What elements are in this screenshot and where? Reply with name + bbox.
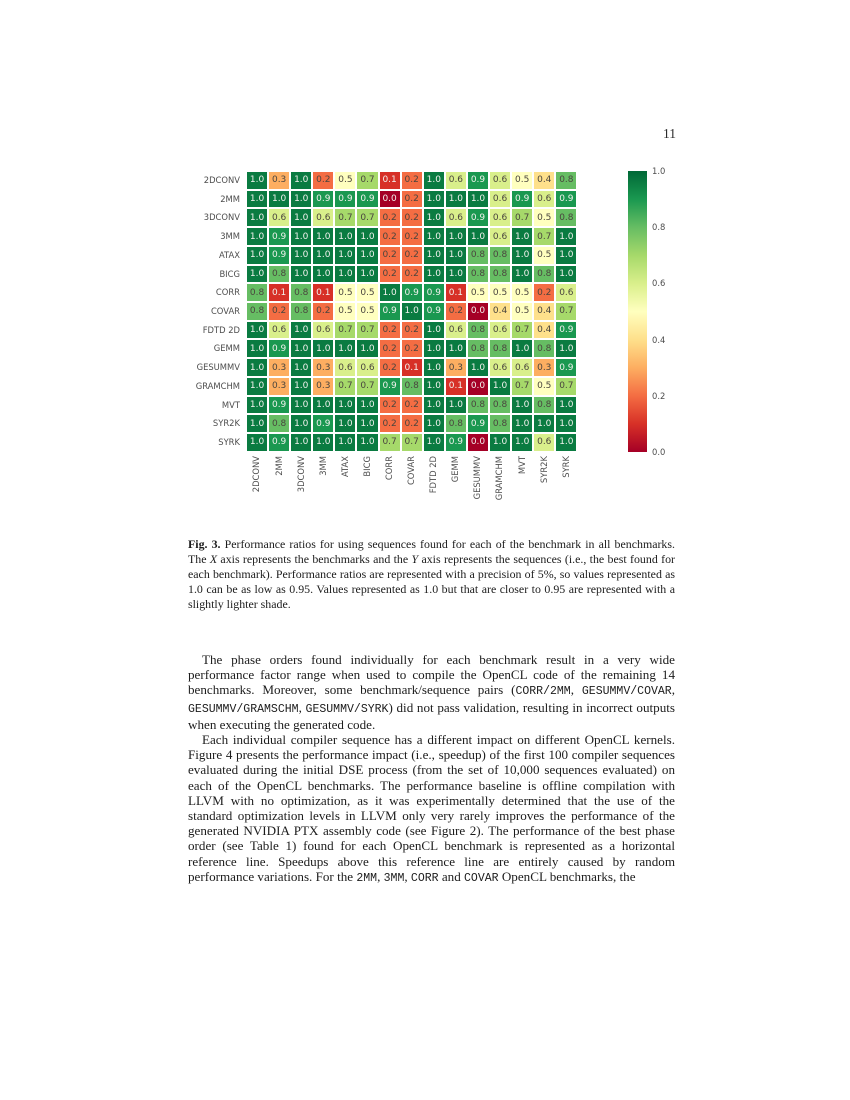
heatmap-cell: 1.0 [356,339,378,358]
y-axis-label: MVT [221,399,240,410]
heatmap-cell: 0.1 [379,171,401,190]
heatmap-cell: 1.0 [334,396,356,415]
heatmap-cell: 0.6 [334,358,356,377]
heatmap-cell: 1.0 [290,396,312,415]
y-axis-label: CORR [215,287,240,298]
heatmap-cell: 0.1 [268,283,290,302]
heatmap-cell: 0.8 [555,171,577,190]
heatmap-cell: 1.0 [246,396,268,415]
y-axis-label: BICG [219,268,240,279]
heatmap-cell: 0.9 [555,190,577,209]
heatmap-cell: 1.0 [489,377,511,396]
x-axis-label: CORR [383,456,394,481]
heatmap-cell: 1.0 [467,190,489,209]
heatmap-cell: 1.0 [423,265,445,284]
heatmap-cell: 1.0 [467,227,489,246]
heatmap-cell: 0.9 [467,208,489,227]
heatmap-cell: 1.0 [290,246,312,265]
heatmap-cell: 1.0 [246,321,268,340]
x-axis-label: FDTD 2D [428,456,439,494]
heatmap-cell: 0.6 [489,208,511,227]
heatmap-cell: 0.3 [445,358,467,377]
heatmap-cell: 0.6 [511,358,533,377]
heatmap-cell: 1.0 [334,433,356,452]
heatmap-cell: 1.0 [511,433,533,452]
heatmap-cell: 1.0 [246,246,268,265]
heatmap-cell: 0.1 [445,283,467,302]
x-axis-label: 3MM [317,456,328,476]
heatmap-cell: 0.6 [445,321,467,340]
heatmap-cell: 1.0 [423,171,445,190]
heatmap-cell: 1.0 [246,171,268,190]
page-number: 11 [663,126,676,141]
heatmap-row [188,321,577,340]
heatmap-cell: 1.0 [489,433,511,452]
paragraph-2: Each individual compiler sequence has a different impact on different OpenCL kernels. Figure 4 presents the performance impact (i.e., speedup) of the first 100 compiler sequences evaluated during the initial DSE process (from the set of 10,000 sequences evaluated) on each of the OpenCL benchmarks. The performance baseline is offline compilation with LLVM with no optimization, as it was experimentally determined that the use of the standard optimization levels in LLVM only very rarely improves the performance of the generated NVIDIA PTX assembly code (see Figure 2). The performance of the best phase order (see Table 1) found for each OpenCL benchmark is represented as a horizontal reference line. Speedups above this reference line are entirely caused by random performance variations. For the 2MM, 3MM, CORR and COVAR OpenCL benchmarks, the [188,732,675,885]
heatmap-row [188,414,577,433]
heatmap-cell: 1.0 [312,246,334,265]
heatmap-cell: 0.4 [533,171,555,190]
heatmap-cell: 0.6 [312,208,334,227]
heatmap-cell: 1.0 [334,339,356,358]
figure-caption: Fig. 3. Performance ratios for using sequences found for each of the benchmark in all benchmarks. The X axis represents the benchmarks and the Y axis represents the sequences (i.e., the best found for each benchmark). Performance ratios are represented with a precision of 5%, so values represented as 1.0 can be as low as 0.95. Values represented as 1.0 but that are closer to 0.95 are represented with a slightly lighter shade. [188,537,675,611]
heatmap-cell: 0.2 [401,208,423,227]
heatmap-cell: 0.8 [467,396,489,415]
heatmap-row [188,283,577,302]
x-axis-label: SYR2K [538,456,549,484]
heatmap-cell: 1.0 [312,339,334,358]
heatmap-cell: 0.7 [555,302,577,321]
heatmap-cell: 1.0 [290,433,312,452]
y-axis-label: 3MM [220,231,240,242]
heatmap-cell: 1.0 [423,358,445,377]
heatmap-cell: 1.0 [246,208,268,227]
heatmap-cell: 1.0 [290,358,312,377]
heatmap-cell: 0.7 [555,377,577,396]
heatmap-cell: 1.0 [379,283,401,302]
heatmap-cell: 0.3 [268,171,290,190]
heatmap-cell: 0.8 [445,414,467,433]
heatmap-cell: 0.2 [379,208,401,227]
heatmap-cell: 0.2 [379,227,401,246]
heatmap-cell: 0.6 [533,190,555,209]
heatmap-cell: 0.6 [489,321,511,340]
heatmap-x-axis [246,456,577,524]
heatmap-cell: 0.8 [489,396,511,415]
heatmap-cell: 0.9 [268,339,290,358]
heatmap-cell: 0.8 [290,283,312,302]
heatmap-cell: 1.0 [246,414,268,433]
y-axis-label: FDTD 2D [202,324,240,335]
heatmap-cell: 1.0 [555,227,577,246]
colorbar-tick-label: 0.0 [652,447,666,457]
heatmap-cell: 0.3 [312,358,334,377]
figure-3-heatmap [188,166,675,527]
heatmap-cell: 1.0 [511,265,533,284]
heatmap-cell: 0.7 [511,321,533,340]
colorbar-tick-label: 0.6 [652,278,666,289]
heatmap-cell: 1.0 [312,265,334,284]
heatmap-cell: 0.8 [489,414,511,433]
heatmap-cell: 1.0 [356,265,378,284]
heatmap-cell: 0.8 [467,265,489,284]
heatmap-cell: 0.7 [401,433,423,452]
heatmap-cell: 0.2 [268,302,290,321]
heatmap-cell: 0.9 [312,414,334,433]
heatmap-cell: 1.0 [511,339,533,358]
heatmap-cell: 0.9 [356,190,378,209]
heatmap-cell: 0.7 [511,377,533,396]
heatmap-cell: 0.7 [334,377,356,396]
heatmap-cell: 0.2 [379,339,401,358]
heatmap-cell: 0.3 [312,377,334,396]
heatmap-cell: 0.9 [268,227,290,246]
heatmap-cell: 1.0 [246,190,268,209]
heatmap-cell: 0.5 [533,246,555,265]
paragraph-1: The phase orders found individually for each benchmark result in a very wide performance factor range when used to compile the OpenCL code of the remaining 14 benchmarks. Moreover, some benchmark/sequence pairs (CORR/2MM, GESUMMV/COVAR, GESUMMV/GRAMSCHM, GESUMMV/SYRK) did not pass validation, resulting in incorrect outputs when executing the generated code. [188,652,675,732]
heatmap-cell: 0.8 [489,339,511,358]
heatmap-cell: 1.0 [246,339,268,358]
heatmap-cell: 1.0 [423,396,445,415]
heatmap-cell: 1.0 [423,321,445,340]
heatmap-cell: 1.0 [334,246,356,265]
x-axis-label: COVAR [406,456,417,486]
heatmap-cell: 1.0 [290,265,312,284]
x-axis-label: BICG [361,456,372,477]
heatmap-cell: 0.6 [445,171,467,190]
heatmap-cell: 0.9 [423,283,445,302]
heatmap-cell: 0.2 [401,339,423,358]
heatmap-cell: 0.7 [334,321,356,340]
heatmap-cell: 0.2 [379,321,401,340]
heatmap-cell: 1.0 [423,208,445,227]
x-axis-label: ATAX [339,456,350,478]
heatmap-cell: 1.0 [334,227,356,246]
heatmap-cell: 0.5 [489,283,511,302]
y-axis-label: 3DCONV [203,212,240,223]
heatmap-cell: 1.0 [246,377,268,396]
heatmap-cell: 0.9 [467,414,489,433]
heatmap-cell: 0.9 [334,190,356,209]
heatmap-cell: 0.8 [268,414,290,433]
heatmap-cell: 1.0 [290,190,312,209]
heatmap-cell: 1.0 [445,265,467,284]
colorbar-tick-label: 0.2 [652,390,666,401]
heatmap-cell: 0.2 [533,283,555,302]
heatmap-cell: 0.8 [246,302,268,321]
heatmap-cell: 1.0 [246,227,268,246]
heatmap-cell: 1.0 [423,339,445,358]
heatmap-row [188,227,577,246]
y-axis-label: GRAMCHM [195,380,240,391]
heatmap-cell: 1.0 [467,358,489,377]
heatmap-cell: 1.0 [356,227,378,246]
heatmap-cell: 1.0 [555,396,577,415]
heatmap-cell: 1.0 [246,433,268,452]
heatmap-cell: 0.9 [555,321,577,340]
heatmap-cell: 0.2 [312,302,334,321]
colorbar-tick-label: 0.4 [652,334,666,345]
heatmap-row [188,377,577,396]
heatmap-cell: 0.5 [356,302,378,321]
heatmap-cell: 0.5 [334,283,356,302]
heatmap-cell: 0.2 [401,321,423,340]
heatmap-cell: 1.0 [445,396,467,415]
heatmap-cell: 1.0 [356,396,378,415]
heatmap-row [188,265,577,284]
x-axis-label: GESUMMV [472,456,483,500]
x-axis-label: 3DCONV [295,456,306,493]
heatmap-cell: 0.8 [533,339,555,358]
heatmap-cell: 1.0 [356,246,378,265]
colorbar-tick-label: 0.8 [652,222,666,233]
heatmap-cell: 0.9 [312,190,334,209]
heatmap-row [188,190,577,209]
heatmap-cell: 1.0 [511,396,533,415]
heatmap-cell: 0.4 [489,302,511,321]
heatmap-cell: 1.0 [555,246,577,265]
heatmap-cell: 1.0 [290,227,312,246]
heatmap-cell: 0.9 [268,396,290,415]
x-axis-label: 2MM [273,456,284,476]
y-axis-label: SYR2K [212,418,240,429]
heatmap-row [188,171,577,190]
heatmap-cell: 0.8 [467,321,489,340]
heatmap-cell: 0.5 [334,302,356,321]
heatmap-cell: 0.2 [379,358,401,377]
heatmap-cell: 0.6 [445,208,467,227]
heatmap-cell: 1.0 [290,171,312,190]
x-axis-label: GRAMCHM [494,456,505,501]
heatmap-cell: 0.5 [533,377,555,396]
heatmap-cell: 0.9 [401,283,423,302]
heatmap-cell: 0.2 [401,414,423,433]
heatmap-cell: 1.0 [334,265,356,284]
y-axis-label: GEMM [213,343,240,354]
heatmap-cell: 0.8 [489,265,511,284]
heatmap-cell: 0.7 [356,321,378,340]
y-axis-label: 2DCONV [203,175,240,185]
heatmap-cell: 0.2 [379,396,401,415]
heatmap-cell: 1.0 [356,433,378,452]
heatmap-cell: 1.0 [511,414,533,433]
heatmap-cell: 0.5 [533,208,555,227]
heatmap-cell: 0.7 [334,208,356,227]
heatmap-cell: 1.0 [423,414,445,433]
heatmap-cell: 1.0 [423,377,445,396]
heatmap-cell: 0.8 [467,339,489,358]
heatmap-cell: 1.0 [401,302,423,321]
heatmap-cell: 0.6 [489,190,511,209]
heatmap-cell: 0.6 [312,321,334,340]
y-axis-label: GESUMMV [196,362,240,373]
heatmap-cell: 0.8 [467,246,489,265]
heatmap-cell: 1.0 [555,265,577,284]
heatmap-cell: 0.6 [533,433,555,452]
heatmap-cell: 0.0 [467,377,489,396]
heatmap-cell: 0.6 [268,208,290,227]
heatmap-cell: 0.7 [533,227,555,246]
heatmap-cell: 0.8 [489,246,511,265]
heatmap-cell: 1.0 [290,321,312,340]
heatmap-cell: 1.0 [445,339,467,358]
heatmap-cell: 0.3 [268,358,290,377]
heatmap-cell: 0.2 [401,190,423,209]
heatmap-cell: 1.0 [312,433,334,452]
heatmap-cell: 1.0 [290,339,312,358]
heatmap-cell: 1.0 [555,414,577,433]
heatmap-cell: 0.8 [533,396,555,415]
heatmap-cell: 1.0 [246,358,268,377]
heatmap-cell: 0.6 [489,171,511,190]
y-axis-label: ATAX [218,249,240,260]
heatmap-cell: 0.3 [268,377,290,396]
x-axis-label: SYRK [560,456,571,478]
heatmap-cell: 0.5 [511,302,533,321]
heatmap-cell: 0.2 [401,171,423,190]
heatmap-cell: 0.2 [401,246,423,265]
heatmap-cell: 0.9 [511,190,533,209]
heatmap-cell: 0.8 [533,265,555,284]
heatmap-cell: 1.0 [445,190,467,209]
heatmap-cell: 0.6 [268,321,290,340]
heatmap-cell: 0.5 [467,283,489,302]
colorbar-ticks [652,166,682,457]
heatmap-cell: 1.0 [334,414,356,433]
heatmap-cell: 0.4 [533,302,555,321]
heatmap-cell: 0.0 [467,302,489,321]
heatmap-cell: 0.1 [401,358,423,377]
heatmap-cell: 1.0 [423,433,445,452]
heatmap-cell: 1.0 [268,190,290,209]
heatmap-cell: 0.7 [356,377,378,396]
heatmap-row [188,396,577,415]
heatmap-cell: 1.0 [555,433,577,452]
heatmap-cell: 0.4 [533,321,555,340]
heatmap-cell: 0.2 [401,265,423,284]
heatmap-cell: 0.0 [467,433,489,452]
heatmap-cell: 0.9 [555,358,577,377]
heatmap-cell: 1.0 [511,246,533,265]
heatmap-cell: 1.0 [312,227,334,246]
body-text [188,652,675,886]
heatmap-cell: 1.0 [445,227,467,246]
heatmap-cell: 1.0 [533,414,555,433]
heatmap-cell: 1.0 [312,396,334,415]
heatmap-cell: 0.8 [290,302,312,321]
heatmap-grid [188,171,577,452]
heatmap-cell: 0.6 [489,358,511,377]
heatmap-cell: 1.0 [445,246,467,265]
heatmap-cell: 0.9 [379,377,401,396]
heatmap-row [188,302,577,321]
heatmap-cell: 0.2 [379,265,401,284]
heatmap-cell: 1.0 [423,190,445,209]
heatmap-cell: 0.1 [312,283,334,302]
heatmap-row [188,433,577,452]
x-axis-label: GEMM [450,456,461,483]
heatmap-cell: 0.0 [379,190,401,209]
heatmap-cell: 0.9 [467,171,489,190]
heatmap-row [188,339,577,358]
heatmap-cell: 0.7 [379,433,401,452]
heatmap-row [188,208,577,227]
y-axis-label: COVAR [210,306,240,317]
heatmap-cell: 1.0 [246,265,268,284]
heatmap-cell: 0.9 [268,433,290,452]
heatmap-row [188,246,577,265]
heatmap-cell: 0.9 [379,302,401,321]
heatmap-cell: 1.0 [290,377,312,396]
heatmap-cell: 0.7 [356,208,378,227]
heatmap-cell: 1.0 [555,339,577,358]
heatmap-cell: 0.9 [268,246,290,265]
x-axis-label: 2DCONV [251,456,262,493]
heatmap-cell: 0.7 [511,208,533,227]
heatmap-cell: 1.0 [423,227,445,246]
heatmap-cell: 1.0 [290,414,312,433]
heatmap-cell: 0.2 [379,414,401,433]
heatmap-cell: 0.1 [445,377,467,396]
heatmap-cell: 0.8 [401,377,423,396]
heatmap-cell: 1.0 [290,208,312,227]
heatmap-cell: 0.8 [555,208,577,227]
heatmap-cell: 0.6 [356,358,378,377]
y-axis-label: 2MM [220,193,240,204]
heatmap-cell: 0.5 [356,283,378,302]
heatmap-cell: 0.7 [356,171,378,190]
heatmap-cell: 1.0 [356,414,378,433]
colorbar-gradient [628,171,647,452]
heatmap-cell: 0.2 [379,246,401,265]
heatmap-cell: 0.2 [312,171,334,190]
heatmap-cell: 0.8 [268,265,290,284]
heatmap-cell: 1.0 [423,246,445,265]
heatmap-row [188,358,577,377]
heatmap-cell: 0.8 [246,283,268,302]
heatmap-cell: 0.9 [423,302,445,321]
heatmap-cell: 0.2 [445,302,467,321]
heatmap-cell: 0.5 [511,171,533,190]
x-axis-label: MVT [516,456,527,475]
heatmap-cell: 0.3 [533,358,555,377]
heatmap-cell: 0.2 [401,227,423,246]
heatmap-cell: 0.9 [445,433,467,452]
heatmap-cell: 1.0 [511,227,533,246]
heatmap-cell: 0.6 [489,227,511,246]
colorbar-tick-label: 1.0 [652,166,666,176]
heatmap-cell: 0.6 [555,283,577,302]
heatmap-cell: 0.2 [401,396,423,415]
heatmap-cell: 0.5 [334,171,356,190]
heatmap-cell: 0.5 [511,283,533,302]
y-axis-label: SYRK [218,437,240,448]
